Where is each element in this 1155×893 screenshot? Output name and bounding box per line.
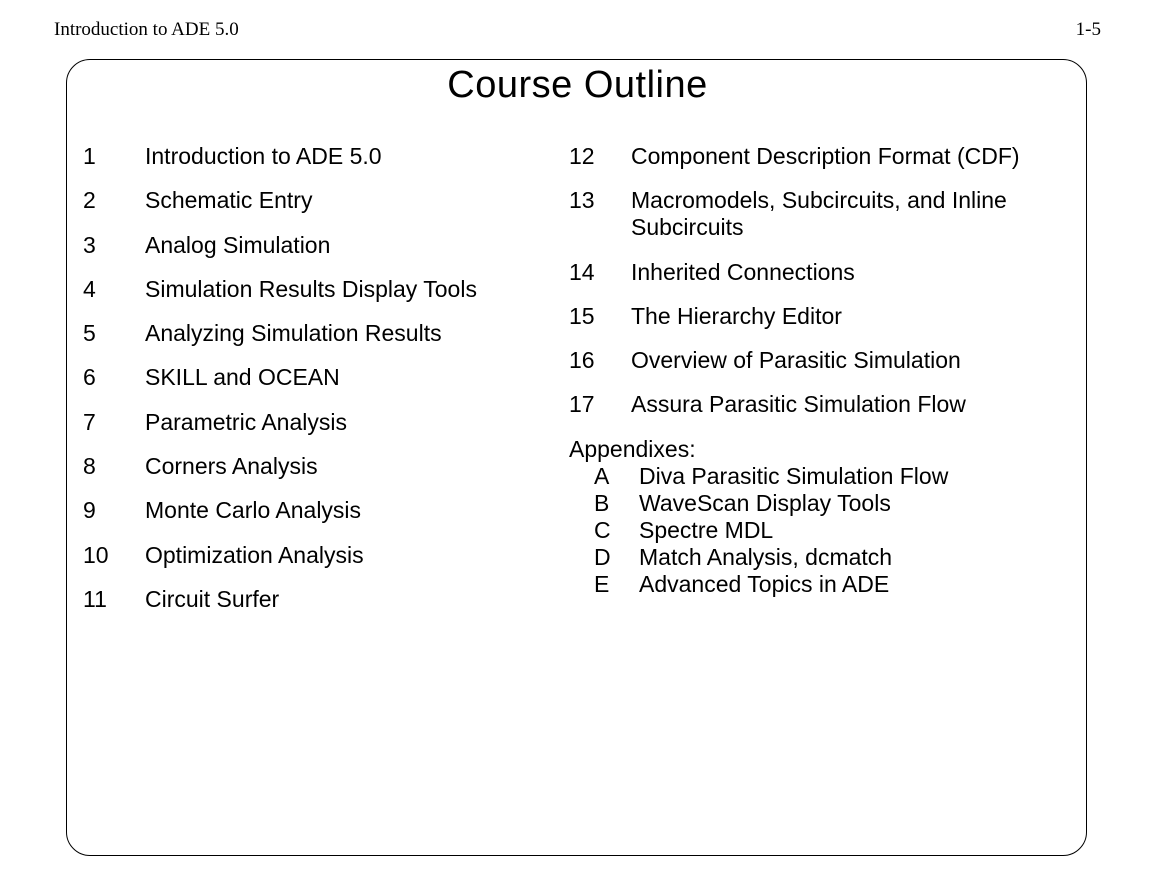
appendix-item [569, 544, 1079, 571]
appendix-item [569, 490, 1079, 517]
outline-item [569, 259, 1079, 286]
outline-left-column [83, 143, 553, 630]
outline-item [83, 409, 553, 436]
item-number: 10 [83, 541, 109, 568]
page-header-title: Introduction to ADE 5.0 [54, 19, 239, 40]
item-number: 6 [83, 364, 96, 391]
appendix-letter: E [594, 570, 610, 597]
item-number: 9 [83, 497, 96, 524]
item-number: 8 [83, 453, 96, 480]
appendix-title: Diva Parasitic Simulation Flow [639, 462, 949, 489]
outline-item [83, 276, 553, 303]
outline-item [83, 364, 553, 391]
item-number: 13 [569, 187, 595, 214]
item-title: Analog Simulation [145, 231, 331, 258]
item-title: Inherited Connections [631, 258, 855, 285]
item-title: Monte Carlo Analysis [145, 497, 362, 524]
item-number: 16 [569, 347, 595, 374]
appendix-title: WaveScan Display Tools [639, 489, 891, 516]
item-number: 5 [83, 320, 96, 347]
appendix-title: Match Analysis, dcmatch [639, 543, 893, 570]
appendix-item [569, 571, 1079, 598]
item-title: Optimization Analysis [145, 541, 364, 568]
item-number: 11 [83, 585, 107, 612]
item-number: 7 [83, 408, 96, 435]
outline-item [83, 187, 553, 214]
outline-item [83, 232, 553, 259]
appendix-letter: B [594, 489, 610, 516]
item-title: Introduction to ADE 5.0 [145, 143, 382, 169]
item-number: 17 [569, 391, 595, 418]
outline-item [83, 320, 553, 347]
item-title: Assura Parasitic Simulation Flow [631, 391, 966, 418]
outline-item [83, 497, 553, 524]
item-title: Macromodels, Subcircuits, and Inline Subcircuits [631, 187, 1007, 241]
item-number: 3 [83, 231, 96, 258]
appendix-letter: A [594, 462, 610, 489]
outline-item [83, 453, 553, 480]
outline-item [569, 303, 1079, 330]
item-title: Overview of Parasitic Simulation [631, 347, 961, 374]
item-number: 4 [83, 275, 96, 302]
outline-item [569, 143, 1079, 170]
outline-item [569, 391, 1079, 418]
item-title: The Hierarchy Editor [631, 302, 842, 329]
appendix-letter: D [594, 543, 611, 570]
page-number: 1-5 [1075, 19, 1101, 40]
item-title: Simulation Results Display Tools [145, 275, 477, 302]
outline-right-column [569, 143, 1079, 598]
outline-item [83, 586, 553, 613]
item-number: 2 [83, 187, 96, 214]
item-number: 14 [569, 258, 595, 285]
item-title: Component Description Format (CDF) [631, 143, 1020, 169]
appendix-heading: Appendixes: [569, 435, 696, 462]
outline-item [569, 187, 1079, 241]
item-title: Parametric Analysis [145, 408, 347, 435]
appendix-title: Spectre MDL [639, 516, 774, 543]
appendix-letter: C [594, 516, 611, 543]
item-title: Schematic Entry [145, 187, 313, 214]
item-title: Analyzing Simulation Results [145, 320, 442, 347]
outline-item [83, 542, 553, 569]
appendix-title: Advanced Topics in ADE [639, 570, 890, 597]
item-title: Circuit Surfer [145, 585, 280, 612]
appendix-item [569, 517, 1079, 544]
item-number: 1 [83, 143, 96, 169]
item-title: SKILL and OCEAN [145, 364, 340, 391]
item-title: Corners Analysis [145, 453, 318, 480]
item-number: 15 [569, 302, 595, 329]
appendix-item [569, 463, 1079, 490]
slide-title: Course Outline [447, 64, 708, 106]
outline-item [569, 347, 1079, 374]
outline-item [83, 143, 553, 170]
item-number: 12 [569, 143, 595, 169]
